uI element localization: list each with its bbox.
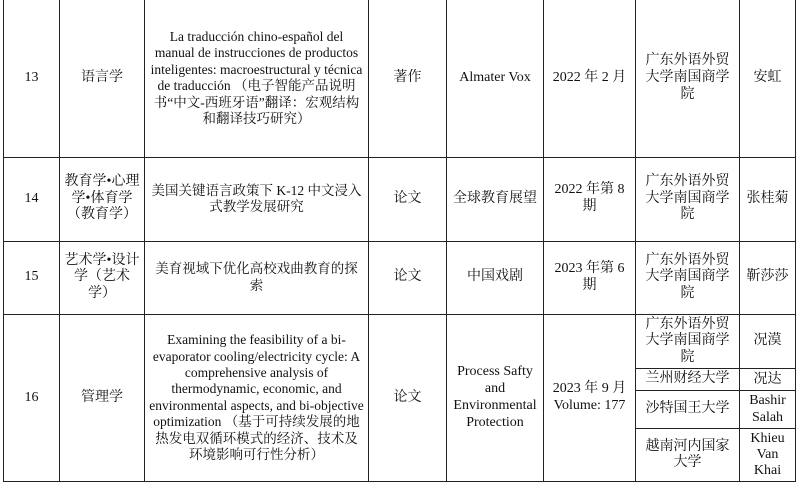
author-cell: 安虹 <box>740 0 796 157</box>
row-number: 14 <box>4 157 60 241</box>
date-cell: 2023 年第 6 期 <box>544 241 636 314</box>
date-cell: 2023 年 9 月 Volume: 177 <box>544 314 636 482</box>
publisher-cell: Process Safty and Environmental Protection <box>447 314 544 482</box>
institution-cell: 越南河内国家大学 <box>636 429 740 482</box>
type-cell: 论文 <box>369 241 447 314</box>
author-cell: 靳莎莎 <box>740 241 796 314</box>
institution-cell: 沙特国王大学 <box>636 391 740 429</box>
author-cell: 张桂菊 <box>740 157 796 241</box>
author-cell: 况达 <box>740 369 796 391</box>
discipline-cell: 管理学 <box>60 314 145 482</box>
table-row <box>4 157 796 241</box>
institution-cell: 广东外语外贸大学南国商学院 <box>636 0 740 157</box>
author-cell: 况漠 <box>740 314 796 369</box>
publisher-cell: 全球教育展望 <box>447 157 544 241</box>
author-cell: Khieu Van Khai <box>740 429 796 482</box>
discipline-cell: 教育学•心理学•体育学（教育学） <box>60 157 145 241</box>
table-row <box>4 0 796 157</box>
discipline-cell: 艺术学•设计学（艺术学） <box>60 241 145 314</box>
type-cell: 论文 <box>369 157 447 241</box>
institution-cell: 广东外语外贸大学南国商学院 <box>636 241 740 314</box>
row-number: 16 <box>4 314 60 482</box>
title-cell: Examining the feasibility of a bi-evaporator cooling/electricity cycle: A comprehensive analysis of thermodynamic, economic, and environmental aspects, and bi-objective optimization （基于可持续发展的地热发电双循环模式的经济、技术及环境影响可行性分析） <box>145 314 369 482</box>
date-cell: 2022 年 2 月 <box>544 0 636 157</box>
type-cell: 论文 <box>369 314 447 482</box>
title-cell: 美国关键语言政策下 K-12 中文浸入式教学发展研究 <box>145 157 369 241</box>
date-cell: 2022 年第 8 期 <box>544 157 636 241</box>
table-row <box>4 314 796 369</box>
institution-cell: 兰州财经大学 <box>636 369 740 391</box>
publisher-cell: 中国戏剧 <box>447 241 544 314</box>
author-cell: Bashir Salah <box>740 391 796 429</box>
publisher-cell: Almater Vox <box>447 0 544 157</box>
institution-cell: 广东外语外贸大学南国商学院 <box>636 157 740 241</box>
title-cell: 美育视域下优化高校戏曲教育的探索 <box>145 241 369 314</box>
achievements-table <box>3 0 796 482</box>
discipline-cell: 语言学 <box>60 0 145 157</box>
table-row <box>4 241 796 314</box>
row-number: 15 <box>4 241 60 314</box>
title-cell: La traducción chino-español del manual de instrucciones de productos inteligentes: macroestructural y técnica de traducción （电子智能产品说明书“中文-西班牙语”翻译：宏观结构和翻译技巧研究） <box>145 0 369 157</box>
row-number: 13 <box>4 0 60 157</box>
type-cell: 著作 <box>369 0 447 157</box>
institution-cell: 广东外语外贸大学南国商学院 <box>636 314 740 369</box>
